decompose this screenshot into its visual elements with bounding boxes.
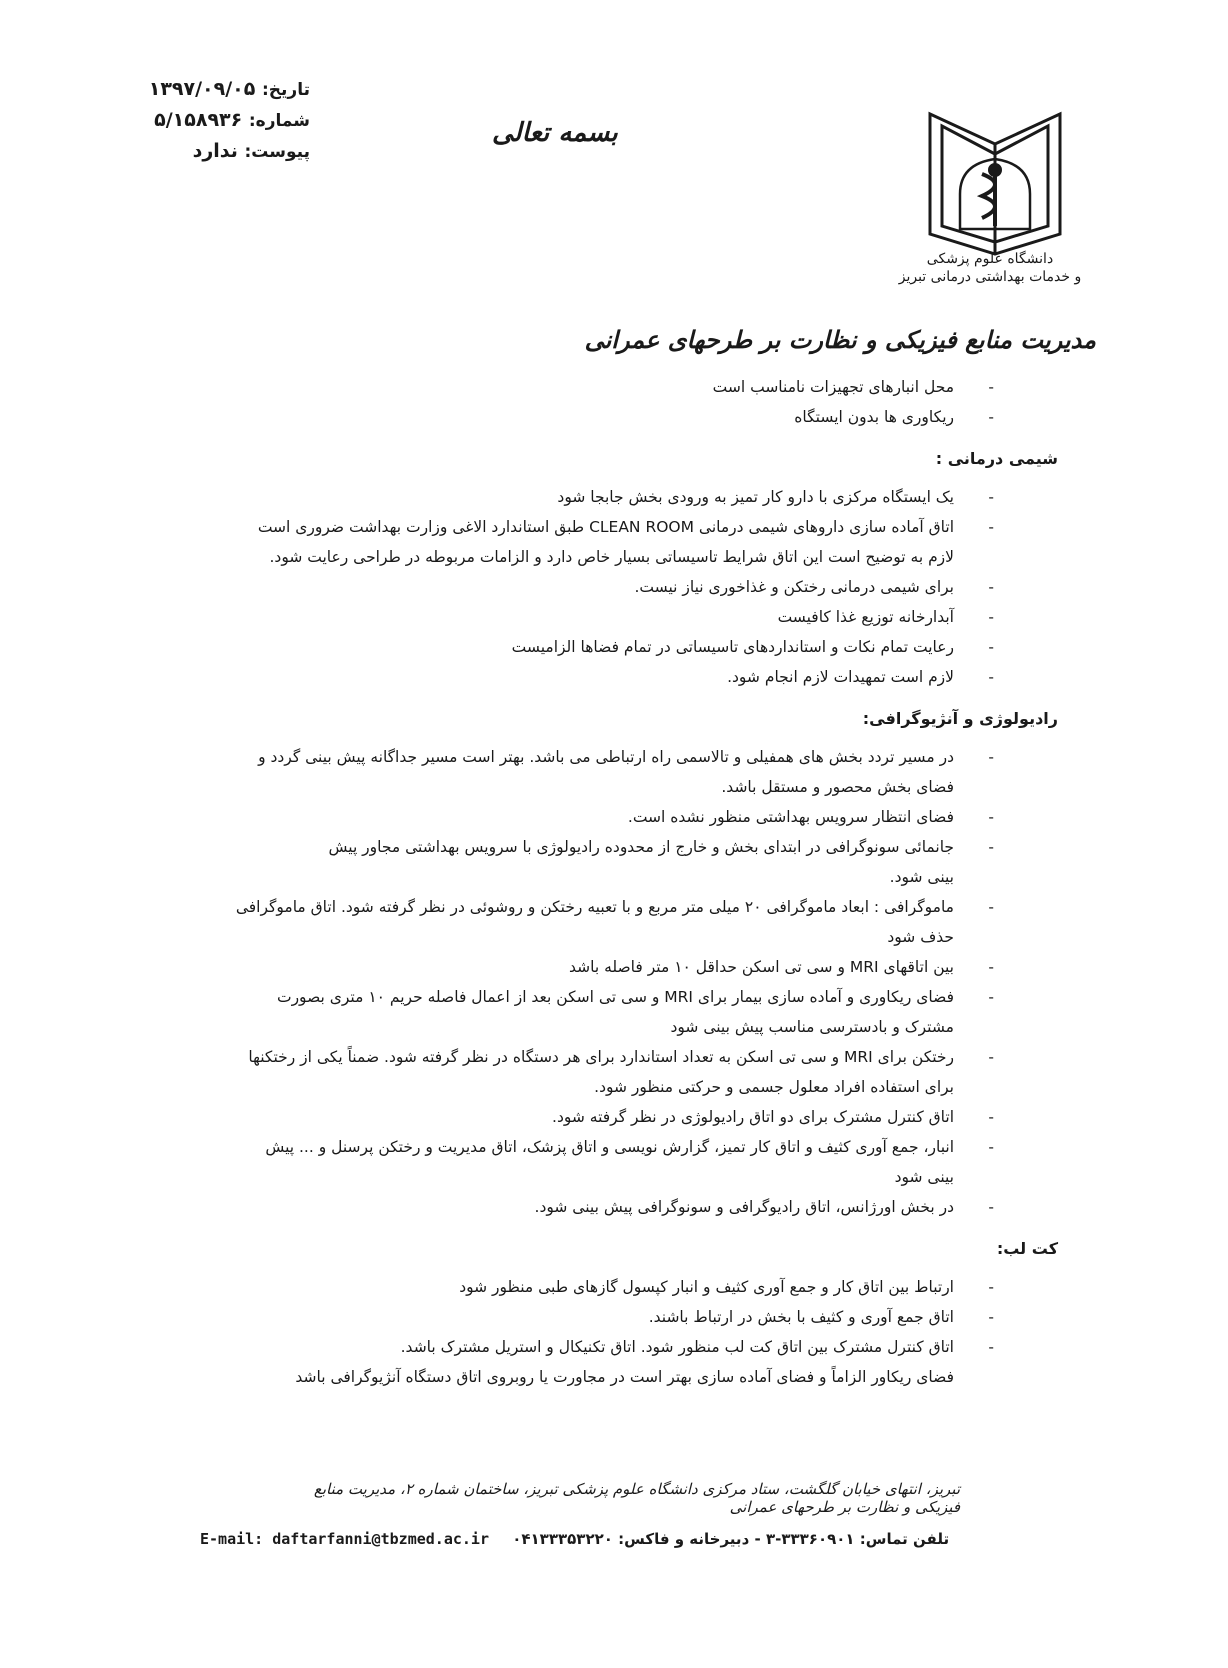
list-item: - فضای ریکاوری و آماده سازی بیمار برای MRI و سی تی اسکن بعد از اعمال فاصله حریم ۱۰ متری بصورت: [276, 988, 994, 1006]
radiology-list: [208, 742, 998, 1222]
date-row: [140, 74, 310, 105]
list-item-continuation: لازم به توضیح است این اتاق شرایط تاسیساتی بسیار خاص دارد و الزامات مربوطه در طراحی رعایت شود.: [269, 548, 954, 566]
list-item: - فضای انتظار سرویس بهداشتی منظور نشده است.: [627, 808, 994, 826]
date-label: تاریخ:: [262, 80, 310, 100]
university-name: [890, 250, 1090, 286]
list-item-continuation: برای استفاده افراد معلول جسمی و حرکتی منظور شود.: [594, 1078, 954, 1096]
list-item-continuation: مشترک و بادسترسی مناسب پیش بینی شود: [670, 1018, 954, 1036]
list-item: - اتاق جمع آوری و کثیف با بخش در ارتباط باشند.: [648, 1308, 994, 1326]
attachment-value: ندارد: [192, 140, 238, 162]
cathlab-list: [208, 1272, 998, 1392]
number-row: [140, 105, 310, 136]
list-item-continuation: فضای بخش محصور و مستقل باشد.: [721, 778, 954, 796]
list-item-continuation: فضای ریکاور الزاماً و فضای آماده سازی بهتر است در مجاورت یا روبروی اتاق دستگاه آنژیوگرافی باشد: [295, 1368, 954, 1386]
list-item: - ارتباط بین اتاق کار و جمع آوری کثیف و انبار کپسول گازهای طبی منظور شود: [459, 1278, 994, 1296]
list-item: - اتاق کنترل مشترک برای دو اتاق رادیولوژی در نظر گرفته شود.: [552, 1108, 994, 1126]
letter-meta: [140, 74, 310, 167]
footer-address: تبریز، انتهای خیابان گلگشت، ستاد مرکزی دانشگاه علوم پزشکی تبریز، ساختمان شماره ۲، مدیریت منابع فیزیکی و نظارت بر طرحهای عمرانی: [313, 1480, 960, 1516]
footer-email: E-mail: daftarfanni@tbzmed.ac.ir: [200, 1530, 489, 1548]
list-item: - اتاق آماده سازی داروهای شیمی درمانی CLEAN ROOM طبق استاندارد الاغی وزارت بهداشت ضروری است: [257, 518, 994, 536]
footer-phone: تلفن تماس: ۳۳۳۶۰۹۰۱-۳ - دبیرخانه و فاکس: ۰۴۱۳۳۳۵۳۲۲۰: [512, 1530, 950, 1548]
list-item: - در بخش اورژانس، اتاق رادیوگرافی و سونوگرافی پیش بینی شود.: [534, 1198, 994, 1216]
radiology-heading: رادیولوژی و آنژیوگرافی:: [862, 709, 1058, 728]
list-item: - انبار، جمع آوری کثیف و اتاق کار تمیز، گزارش نویسی و اتاق پزشک، اتاق مدیریت و رختکن پرسنل و ... پیش: [265, 1138, 994, 1156]
attachment-row: [140, 136, 310, 167]
intro-list: [208, 372, 998, 432]
attachment-label: پیوست:: [244, 142, 310, 162]
list-item-continuation: بینی شود.: [889, 868, 954, 886]
university-name-line1: دانشگاه علوم پزشکی: [926, 251, 1054, 267]
list-item: - جانمائی سونوگرافی در ابتدای بخش و خارج از محدوده رادیولوژی با سرویس بهداشتی مجاور پیش: [328, 838, 994, 856]
department-title: مدیریت منابع فیزیکی و نظارت بر طرحهای عمرانی: [584, 325, 1096, 354]
bismillah-heading: بسمه تعالی: [492, 118, 618, 148]
list-item: - لازم است تمهیدات لازم انجام شود.: [727, 668, 994, 686]
number-value: ۵/۱۵۸۹۳۶: [154, 109, 243, 131]
list-item: - ماموگرافی : ابعاد ماموگرافی ۲۰ میلی متر مربع و با تعبیه رختکن و روشوئی در نظر گرفته شود. اتاق ماموگرافی: [235, 898, 994, 916]
list-item: - بین اتاقهای MRI و سی تی اسکن حداقل ۱۰ متر فاصله باشد: [568, 958, 994, 976]
footer-contact: [200, 1530, 950, 1548]
list-item: - در مسیر تردد بخش های همفیلی و تالاسمی راه ارتباطی می باشد. بهتر است مسیر جداگانه پیش بینی گردد و: [258, 748, 994, 766]
cathlab-heading: کت لب:: [996, 1239, 1058, 1258]
chemo-list: [208, 482, 998, 692]
list-item: - محل انبارهای تجهیزات نامناسب است: [712, 378, 994, 396]
letter-body: [208, 372, 1058, 1392]
list-item: - آبدارخانه توزیع غذا کافیست: [777, 608, 994, 626]
chemo-heading: شیمی درمانی :: [935, 449, 1058, 468]
list-item-continuation: حذف شود: [887, 928, 954, 946]
list-item-continuation: بینی شود: [894, 1168, 954, 1186]
list-item: - رعایت تمام نکات و استانداردهای تاسیساتی در تمام فضاها الزامیست: [511, 638, 994, 656]
list-item: - رختکن برای MRI و سی تی اسکن به تعداد استاندارد برای هر دستگاه در نظر گرفته شود. ضمناً یکی از رختکنها: [248, 1048, 994, 1066]
list-item: - اتاق کنترل مشترک بین اتاق کت لب منظور شود. اتاق تکنیکال و استریل مشترک باشد.: [400, 1338, 994, 1356]
list-item: - برای شیمی درمانی رختکن و غذاخوری نیاز نیست.: [634, 578, 994, 596]
list-item: - ریکاوری ها بدون ایستگاه: [794, 408, 994, 426]
list-item: - یک ایستگاه مرکزی با دارو کار تمیز به ورودی بخش جابجا شود: [557, 488, 994, 506]
university-name-line2: و خدمات بهداشتی درمانی تبریز: [898, 269, 1082, 285]
number-label: شماره:: [248, 111, 310, 131]
university-emblem-icon: [920, 104, 1070, 269]
date-value: ۱۳۹۷/۰۹/۰۵: [148, 78, 256, 100]
